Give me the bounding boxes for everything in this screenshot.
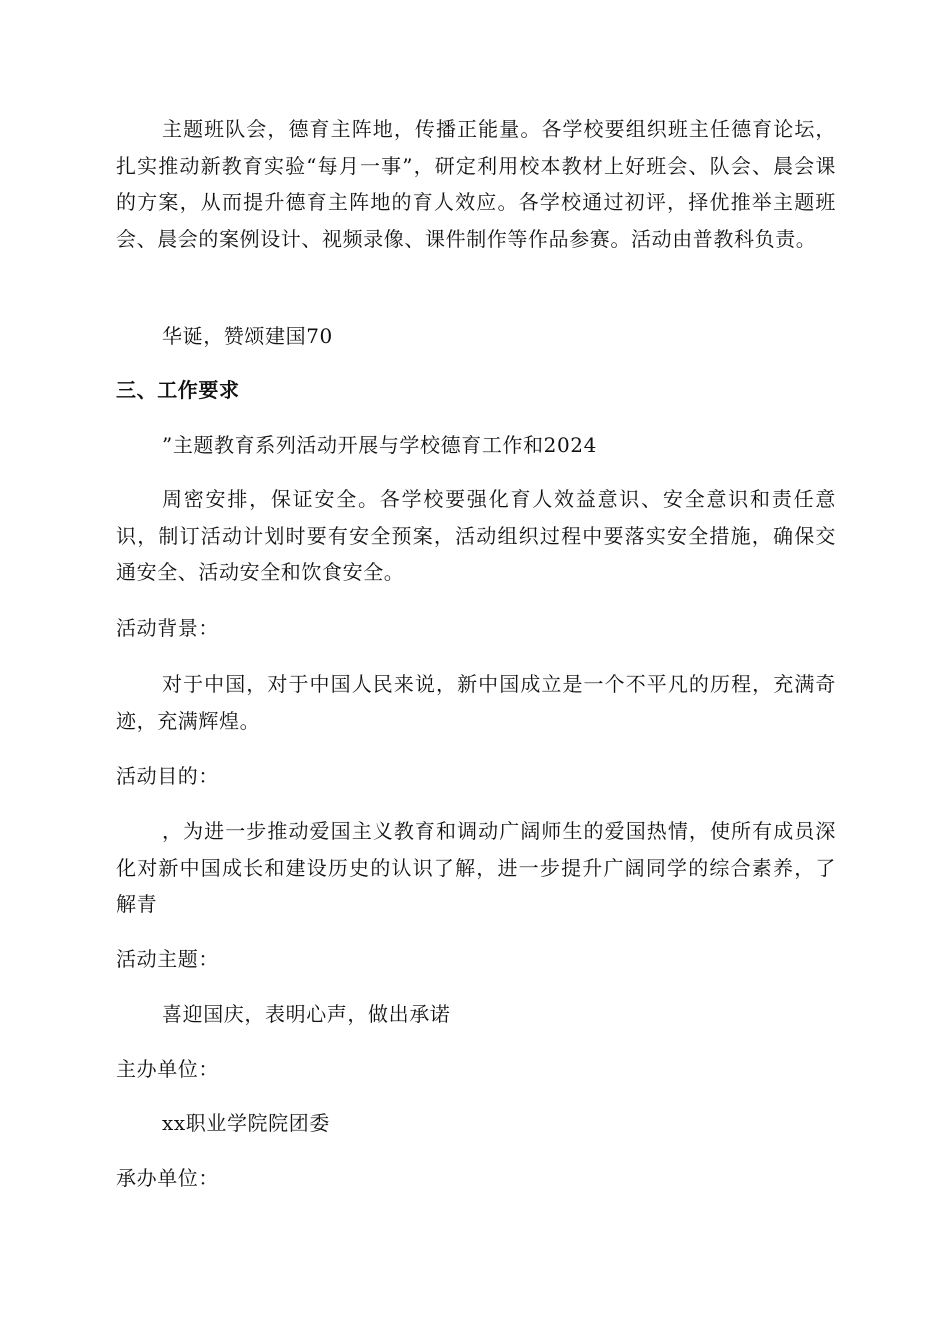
label-activity-background: 活动背景：: [116, 616, 219, 640]
paragraph-safety: 周密安排，保证安全。各学校要强化育人效益意识、安全意识和责任意识，制订活动计划时要有安全预案，活动组织过程中要落实安全措施，确保交通安全、活动安全和饮食安全。: [116, 487, 836, 584]
paragraph-background: 对于中国，对于中国人民来说，新中国成立是一个不平凡的历程，充满奇迹，充满辉煌。: [116, 672, 836, 733]
paragraph-anniversary: 华诞，赞颂建国70: [162, 324, 333, 348]
label-activity-purpose: 活动目的：: [116, 764, 219, 788]
paragraph-organizer: xx职业学院院团委: [162, 1111, 330, 1135]
paragraph-class-meeting: 主题班队会，德育主阵地，传播正能量。各学校要组织班主任德育论坛，扎实推动新教育实验“每月一事”，研定利用校本教材上好班会、队会、晨会课的方案，从而提升德育主阵地的育人效应。各学校通过初评，择优推举主题班会、晨会的案例设计、视频录像、课件制作等作品参赛。活动由普教科负责。: [116, 117, 836, 251]
label-activity-theme: 活动主题：: [116, 947, 219, 971]
paragraph-purpose: ，为进一步推动爱国主义教育和调动广阔师生的爱国热情，使所有成员深化对新中国成长和建设历史的认识了解，进一步提升广阔同学的综合素养，了解青: [116, 819, 836, 916]
paragraph-theme: 喜迎国庆，表明心声，做出承诺: [162, 1002, 451, 1026]
label-organizer: 主办单位：: [116, 1057, 219, 1081]
label-undertaker: 承办单位：: [116, 1166, 219, 1190]
paragraph-theme-education: ”主题教育系列活动开展与学校德育工作和2024: [162, 433, 597, 457]
section-heading-work-requirements: 三、工作要求: [116, 378, 240, 402]
